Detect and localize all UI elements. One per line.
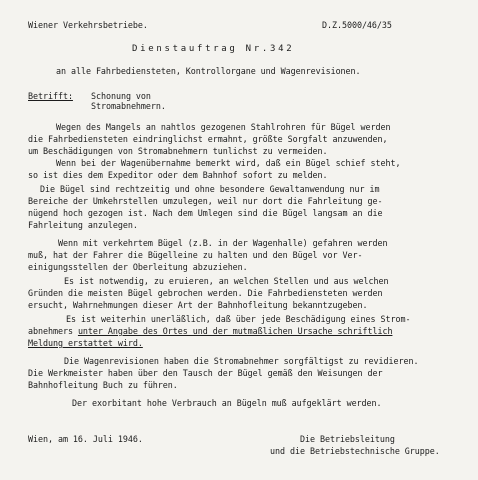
place-date: Wien, am 16. Juli 1946. (28, 434, 143, 444)
addressee-line: an alle Fahrbediensteten, Kontrollorgane und Wagenrevisionen. (56, 66, 361, 76)
subject-label: Betrifft: (28, 91, 73, 101)
body-line: Bereiche der Umkehrstellen umzulegen, weil nur dort die Fahrleitung ge- (28, 196, 383, 206)
body-line: Wenn mit verkehrtem Bügel (z.B. in der Wagenhalle) gefahren werden (58, 238, 388, 248)
body-line: Es ist weiterhin unerläßlich, daß über jede Beschädigung eines Strom- (66, 314, 411, 324)
subject-line-2: Stromabnehmern. (91, 101, 166, 111)
reference-number: D.Z.5000/46/35 (322, 20, 392, 30)
body-line: Es ist notwendig, zu eruieren, an welchen Stellen und aus welchen (64, 276, 389, 286)
organization-header: Wiener Verkehrsbetriebe. (28, 20, 148, 30)
subject-line-1: Schonung von (91, 91, 151, 101)
body-line: um Beschädigungen von Stromabnehmern tunlichst zu vermeiden. (28, 146, 328, 156)
body-line: nügend hoch gezogen ist. Nach dem Umlegen sind die Bügel langsam an die (28, 208, 383, 218)
body-line: Wenn bei der Wagenübernahme bemerkt wird, daß ein Bügel schief steht, (56, 158, 401, 168)
signature-line-1: Die Betriebsleitung (300, 434, 395, 444)
body-line: muß, hat der Fahrer die Bügelleine zu halten und den Bügel vor Ver- (28, 250, 363, 260)
underlined-line: Meldung erstattet wird. (28, 338, 143, 348)
body-line: Der exorbitant hohe Verbrauch an Bügeln muß aufgeklärt werden. (72, 398, 382, 408)
body-line: abnehmers unter Angabe des Ortes und der mutmaßlichen Ursache schriftlich (28, 326, 393, 336)
underlined-phrase: unter Angabe des Ortes und der mutmaßlichen Ursache schriftlich (77, 326, 393, 336)
body-line: Die Werkmeister haben über den Tausch der Bügel gemäß den Weisungen der (28, 368, 383, 378)
body-line: Die Bügel sind rechtzeitig und ohne besondere Gewaltanwendung nur im (40, 184, 380, 194)
body-line: einigungsstellen der Oberleitung abzuziehen. (28, 262, 248, 272)
body-line: ersucht, Wahrnehmungen dieser Art der Bahnhofleitung bekanntzugeben. (28, 300, 368, 310)
document-title: Dienstauftrag Nr.342 (132, 44, 295, 54)
signature-line-2: und die Betriebstechnische Gruppe. (270, 446, 440, 456)
body-line: Die Wagenrevisionen haben die Stromabnehmer sorgfältigst zu revidieren. (64, 356, 419, 366)
body-line: so ist dies dem Expeditor oder dem Bahnhof sofort zu melden. (28, 170, 328, 180)
body-line: Wegen des Mangels an nahtlos gezogenen Stahlrohren für Bügel werden (56, 122, 391, 132)
body-line: Fahrleitung anzulegen. (28, 220, 138, 230)
body-line: Bahnhofleitung Buch zu führen. (28, 380, 178, 390)
body-line: die Fahrbediensteten eindringlichst ermahnt, größte Sorgfalt anzuwenden, (28, 134, 388, 144)
body-line: Gründen die meisten Bügel gebrochen werden. Die Fahrbediensteten werden (28, 288, 383, 298)
